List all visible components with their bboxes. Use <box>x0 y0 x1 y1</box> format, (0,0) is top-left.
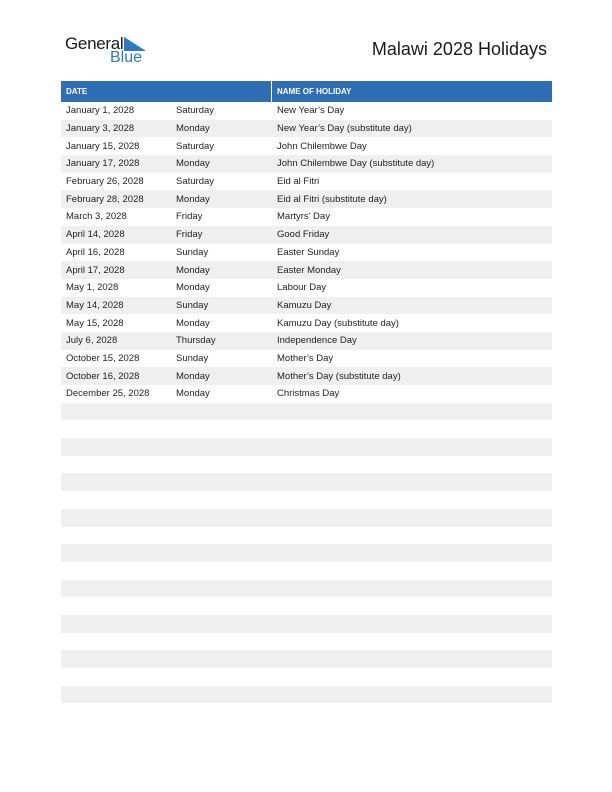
cell-weekday: Monday <box>176 158 210 170</box>
table-row <box>61 420 552 438</box>
table-row <box>61 438 552 456</box>
table-row <box>61 403 552 421</box>
cell-weekday: Monday <box>176 317 210 329</box>
cell-weekday: Sunday <box>176 246 209 258</box>
cell-weekday: Monday <box>176 264 210 276</box>
cell-holiday-name: Martyrs’ Day <box>277 211 330 223</box>
table-row <box>61 527 552 545</box>
cell-holiday-name: John Chilembwe Day <box>277 140 367 152</box>
cell-weekday: Saturday <box>176 176 215 188</box>
cell-weekday: Friday <box>176 211 203 223</box>
cell-holiday-name: Independence Day <box>277 335 357 347</box>
cell-weekday: Monday <box>176 282 210 294</box>
table-row <box>61 314 552 332</box>
table-row <box>61 668 552 686</box>
cell-weekday: Sunday <box>176 352 209 364</box>
cell-date: February 26, 2028 <box>66 176 144 188</box>
table-row <box>61 385 552 403</box>
cell-date: January 3, 2028 <box>66 123 135 135</box>
cell-date: December 25, 2028 <box>66 388 150 400</box>
cell-holiday-name: Easter Monday <box>277 264 341 276</box>
cell-weekday: Saturday <box>176 140 215 152</box>
cell-holiday-name: Mother’s Day <box>277 352 334 364</box>
table-row <box>61 120 552 138</box>
table-row <box>61 297 552 315</box>
cell-date: January 15, 2028 <box>66 140 140 152</box>
page-title: Malawi 2028 Holidays <box>371 39 547 59</box>
cell-date: March 3, 2028 <box>66 211 127 223</box>
table-row <box>61 491 552 509</box>
cell-holiday-name: Kamuzu Day <box>277 299 332 311</box>
cell-holiday-name: Easter Sunday <box>277 246 340 258</box>
holiday-table <box>61 81 552 721</box>
table-row <box>61 686 552 704</box>
table-row <box>61 173 552 191</box>
table-row <box>61 509 552 527</box>
table-row <box>61 562 552 580</box>
cell-date: January 17, 2028 <box>66 158 140 170</box>
cell-holiday-name: Kamuzu Day (substitute day) <box>277 317 399 329</box>
table-row <box>61 190 552 208</box>
cell-date: April 14, 2028 <box>66 229 125 241</box>
cell-holiday-name: Labour Day <box>277 282 327 294</box>
table-row <box>61 155 552 173</box>
cell-date: May 15, 2028 <box>66 317 124 329</box>
cell-weekday: Saturday <box>176 105 215 117</box>
table-row <box>61 102 552 120</box>
cell-weekday: Sunday <box>176 299 209 311</box>
cell-holiday-name: Christmas Day <box>277 388 340 400</box>
cell-date: May 1, 2028 <box>66 282 119 294</box>
cell-holiday-name: New Year’s Day <box>277 105 345 117</box>
cell-holiday-name: Mother’s Day (substitute day) <box>277 370 401 382</box>
cell-holiday-name: Eid al Fitri (substitute day) <box>277 193 387 205</box>
cell-holiday-name: Eid al Fitri <box>277 176 320 188</box>
cell-holiday-name: New Year’s Day (substitute day) <box>277 123 412 135</box>
cell-weekday: Monday <box>176 370 210 382</box>
cell-date: October 15, 2028 <box>66 352 140 364</box>
cell-date: May 14, 2028 <box>66 299 124 311</box>
cell-weekday: Friday <box>176 229 203 241</box>
cell-holiday-name: John Chilembwe Day (substitute day) <box>277 158 435 170</box>
table-row <box>61 597 552 615</box>
table-row <box>61 703 552 721</box>
table-row <box>61 650 552 668</box>
cell-date: July 6, 2028 <box>66 335 118 347</box>
table-row <box>61 208 552 226</box>
cell-holiday-name: Good Friday <box>277 229 330 241</box>
cell-date: October 16, 2028 <box>66 370 140 382</box>
table-row <box>61 279 552 297</box>
table-row <box>61 633 552 651</box>
column-header-date: DATE <box>61 81 272 102</box>
table-row <box>61 244 552 262</box>
column-header-name: NAME OF HOLIDAY <box>277 87 352 96</box>
table-row <box>61 226 552 244</box>
table-row <box>61 350 552 368</box>
cell-date: April 17, 2028 <box>66 264 125 276</box>
cell-weekday: Monday <box>176 193 210 205</box>
table-row <box>61 544 552 562</box>
table-header <box>61 81 552 102</box>
table-row <box>61 367 552 385</box>
table-row <box>61 137 552 155</box>
logo-blue-text: Blue <box>110 49 143 66</box>
table-row <box>61 473 552 491</box>
table-row <box>61 615 552 633</box>
table-row <box>61 580 552 598</box>
table-body <box>61 102 552 721</box>
cell-date: February 28, 2028 <box>66 193 144 205</box>
cell-weekday: Monday <box>176 388 210 400</box>
cell-weekday: Monday <box>176 123 210 135</box>
table-row <box>61 332 552 350</box>
cell-date: April 16, 2028 <box>66 246 125 258</box>
logo-general-text: General <box>65 34 124 53</box>
table-row <box>61 261 552 279</box>
logo <box>65 34 155 68</box>
cell-weekday: Thursday <box>176 335 216 347</box>
cell-date: January 1, 2028 <box>66 105 135 117</box>
table-row <box>61 456 552 474</box>
